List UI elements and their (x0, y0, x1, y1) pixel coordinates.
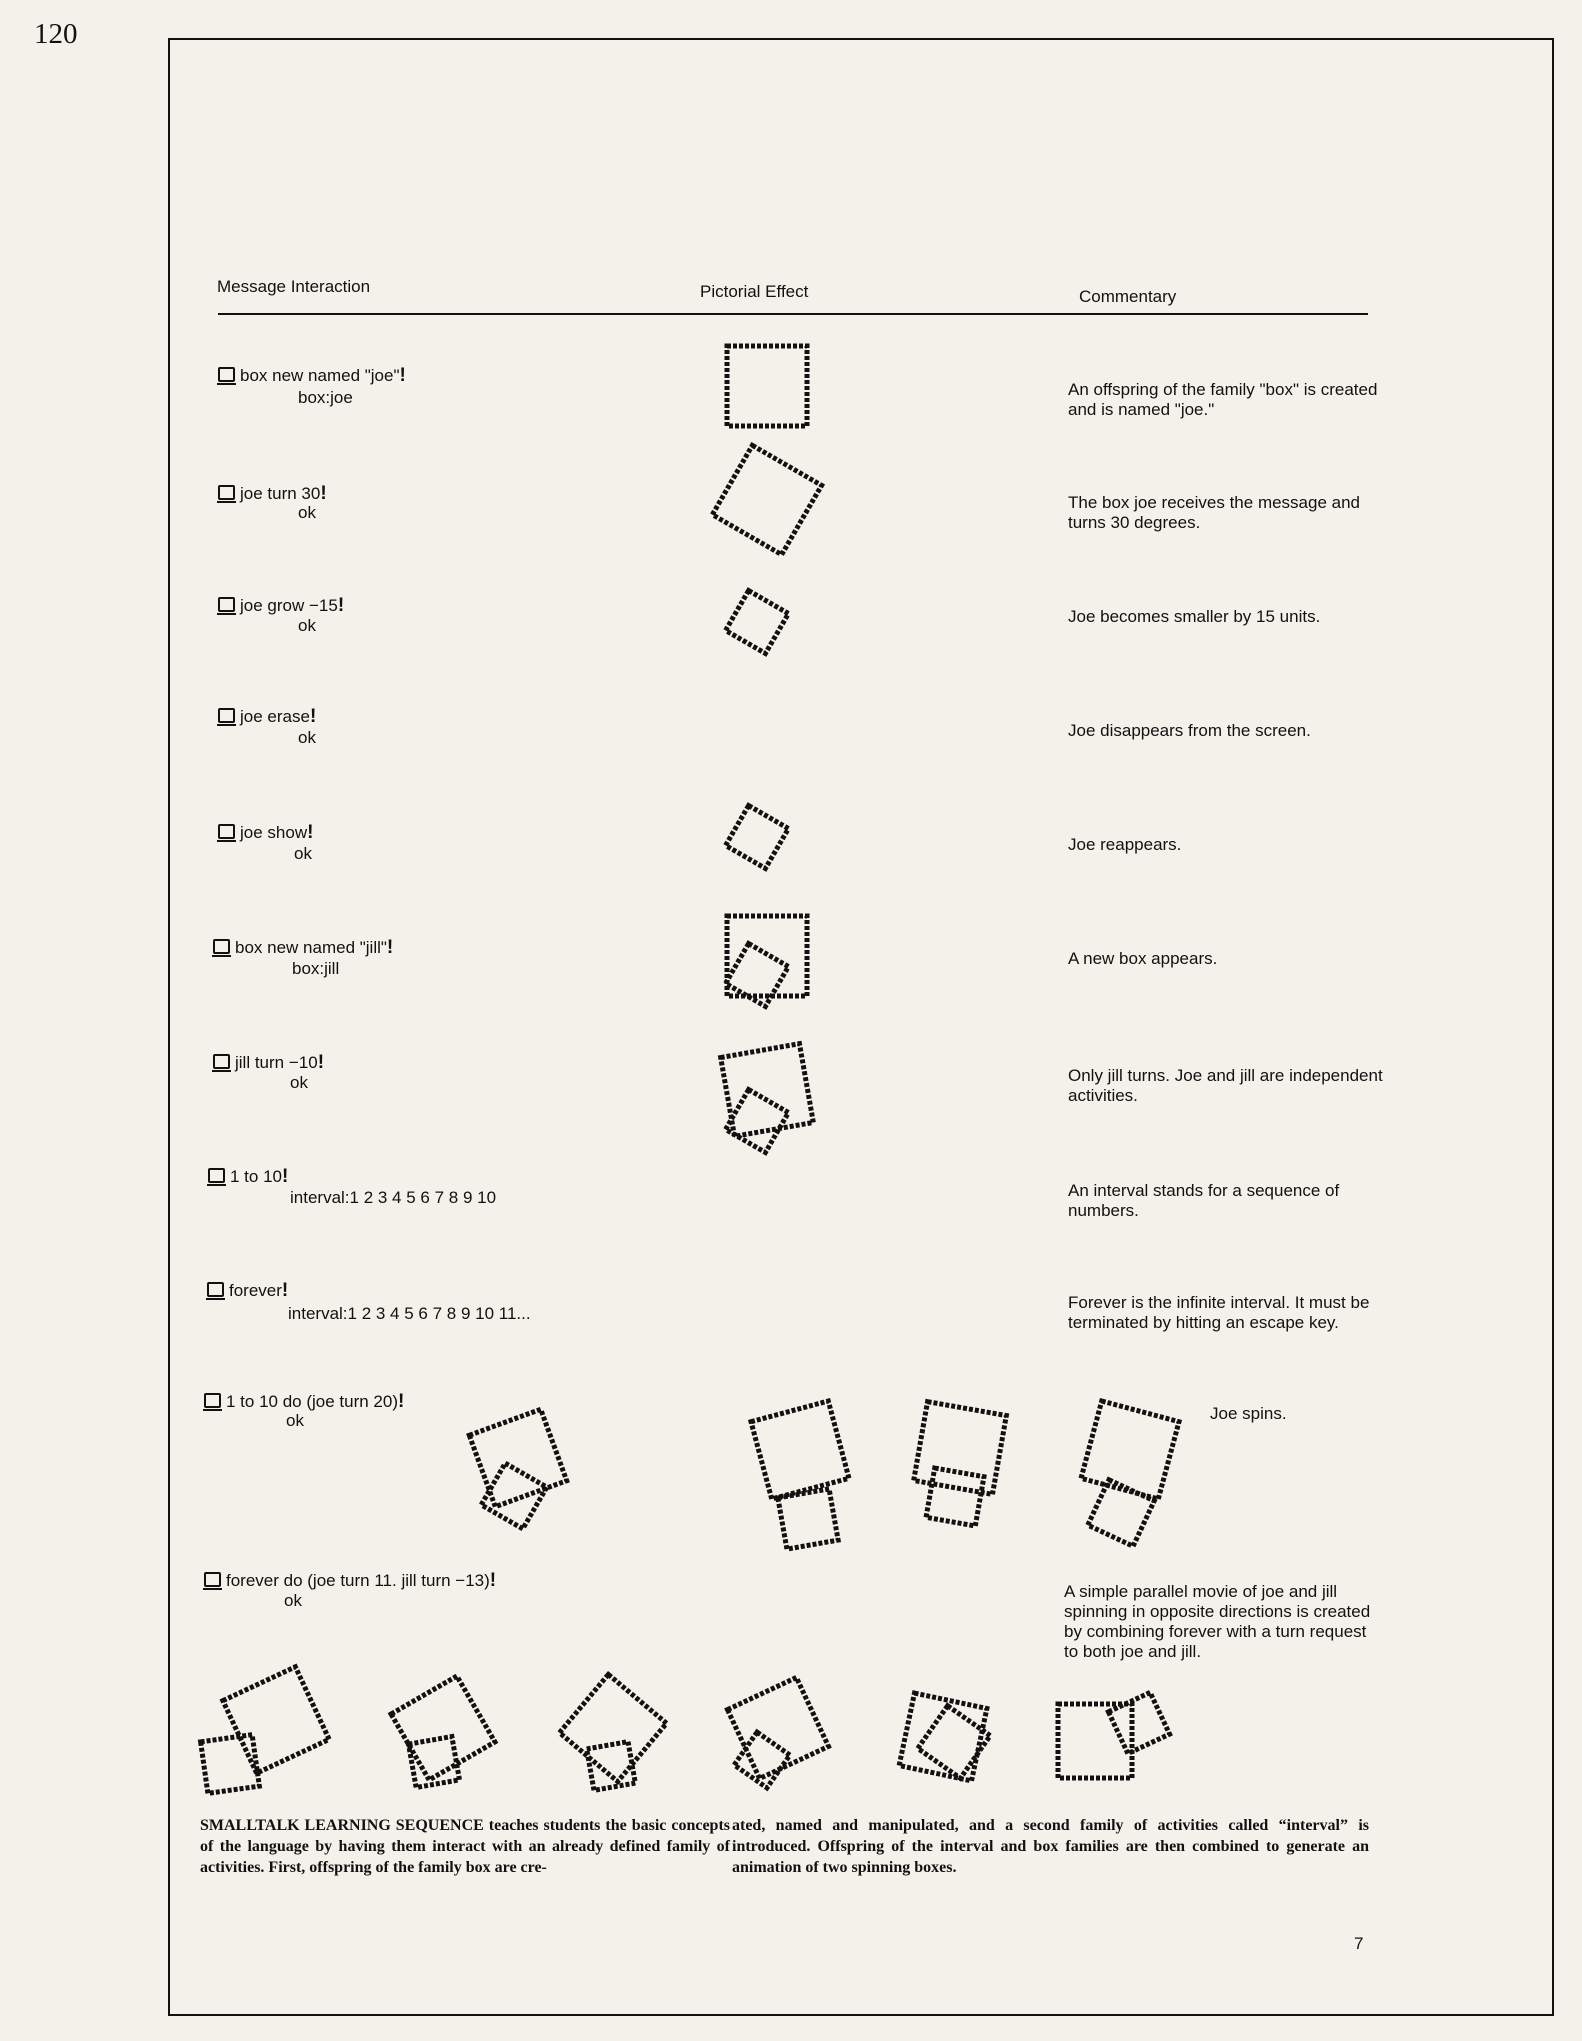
box-jill (1108, 1692, 1169, 1753)
response-text: interval:1 2 3 4 5 6 7 8 9 10 (290, 1188, 497, 1207)
command-text: 1 to 10 do (joe turn 20) (226, 1392, 399, 1411)
caption-left (200, 1815, 730, 1878)
response-text: interval:1 2 3 4 5 6 7 8 9 10 11... (288, 1304, 531, 1323)
commentary-text: Only jill turns. Joe and jill are independent activities. (1068, 1066, 1383, 1105)
box-joe (726, 591, 789, 654)
commentary-text: Forever is the infinite interval. It must be terminated by hitting an escape key. (1068, 1293, 1370, 1332)
box-joe (899, 1693, 987, 1781)
commentary-text: Joe reappears. (1068, 835, 1182, 854)
box-joe (559, 1674, 666, 1781)
box-joe (728, 1678, 829, 1779)
response-text: ok (286, 1411, 304, 1430)
header-commentary: Commentary (1079, 287, 1177, 306)
response-text: ok (298, 728, 316, 747)
box-joe (726, 1090, 789, 1153)
commentary-text: An interval stands for a sequence of numbers. (1068, 1181, 1340, 1220)
box-joe (469, 1409, 566, 1506)
exclamation-mark: ! (309, 706, 317, 727)
exclamation-mark: ! (337, 595, 345, 616)
command-text: box new named "joe" (240, 366, 400, 385)
exclamation-mark: ! (317, 1052, 325, 1073)
caption-left-text: teaches students the basic concepts of the language by having them interact with an already defined family of activities. First, offspring of the family box are cre- (200, 1817, 730, 1876)
command-text: box new named "jill" (235, 938, 387, 957)
exclamation-mark: ! (398, 1391, 405, 1412)
page-number: 120 (34, 18, 78, 50)
exclamation-mark: ! (489, 1570, 497, 1591)
box-joe (726, 806, 789, 869)
command-text: jill turn −10 (235, 1053, 318, 1072)
box-joe (223, 1667, 329, 1773)
response-text: ok (298, 503, 316, 522)
figure-page-number: 7 (1354, 1934, 1364, 1953)
caption-lead: SMALLTALK LEARNING SEQUENCE (200, 1817, 484, 1834)
exclamation-mark: ! (281, 1280, 289, 1301)
command-text: joe show (240, 823, 308, 842)
commentary-text: The box joe receives the message and turns 30 degrees. (1068, 493, 1361, 532)
exclamation-mark: ! (386, 937, 394, 958)
response-text: ok (298, 616, 316, 635)
commentary-text: Joe disappears from the screen. (1068, 721, 1311, 740)
response-text: ok (284, 1591, 302, 1610)
commentary-text: A new box appears. (1068, 949, 1218, 968)
box-jill (734, 1732, 790, 1788)
box-joe (391, 1676, 495, 1780)
commentary-text: A simple parallel movie of joe and jill spinning in opposite directions is created by combining forever with a turn request to both joe and jill. (1064, 1582, 1371, 1661)
box-jill (926, 1468, 984, 1526)
box-joe (914, 1402, 1007, 1495)
box-joe (1081, 1401, 1179, 1499)
commentary-text: Joe becomes smaller by 15 units. (1068, 607, 1321, 626)
box-jill (778, 1489, 838, 1549)
exclamation-mark: ! (282, 1166, 289, 1187)
box-jill (721, 1044, 814, 1137)
box-jill (201, 1735, 260, 1794)
header-message-interaction: Message Interaction (217, 277, 371, 296)
caption-right: ated, named and manipulated, and a second family of activities called “interval” is introduced. Offspring of the interval and box families are then combined to generate an animation of two spinning boxes. (732, 1817, 1369, 1876)
response-text: ok (290, 1073, 308, 1092)
response-text: ok (294, 844, 312, 863)
command-text: 1 to 10 (230, 1167, 282, 1186)
response-text: box:jill (292, 959, 340, 978)
command-text: forever (229, 1281, 282, 1300)
box-jill (481, 1463, 547, 1529)
exclamation-mark: ! (399, 365, 406, 386)
command-text: joe turn 30 (240, 484, 321, 503)
box-joe (727, 346, 807, 426)
box-joe (751, 1401, 849, 1499)
exclamation-mark: ! (320, 483, 327, 504)
box-joe (712, 445, 821, 554)
commentary-text: Joe spins. (1210, 1404, 1287, 1423)
response-text: box:joe (298, 388, 353, 407)
command-text: joe grow −15 (240, 596, 338, 615)
exclamation-mark: ! (307, 822, 314, 843)
commentary-text: An offspring of the family "box" is created and is named "joe." (1068, 380, 1378, 419)
header-pictorial-effect: Pictorial Effect (700, 282, 809, 301)
command-text: forever do (joe turn 11. jill turn −13) (226, 1571, 490, 1590)
command-text: joe erase (240, 707, 310, 726)
